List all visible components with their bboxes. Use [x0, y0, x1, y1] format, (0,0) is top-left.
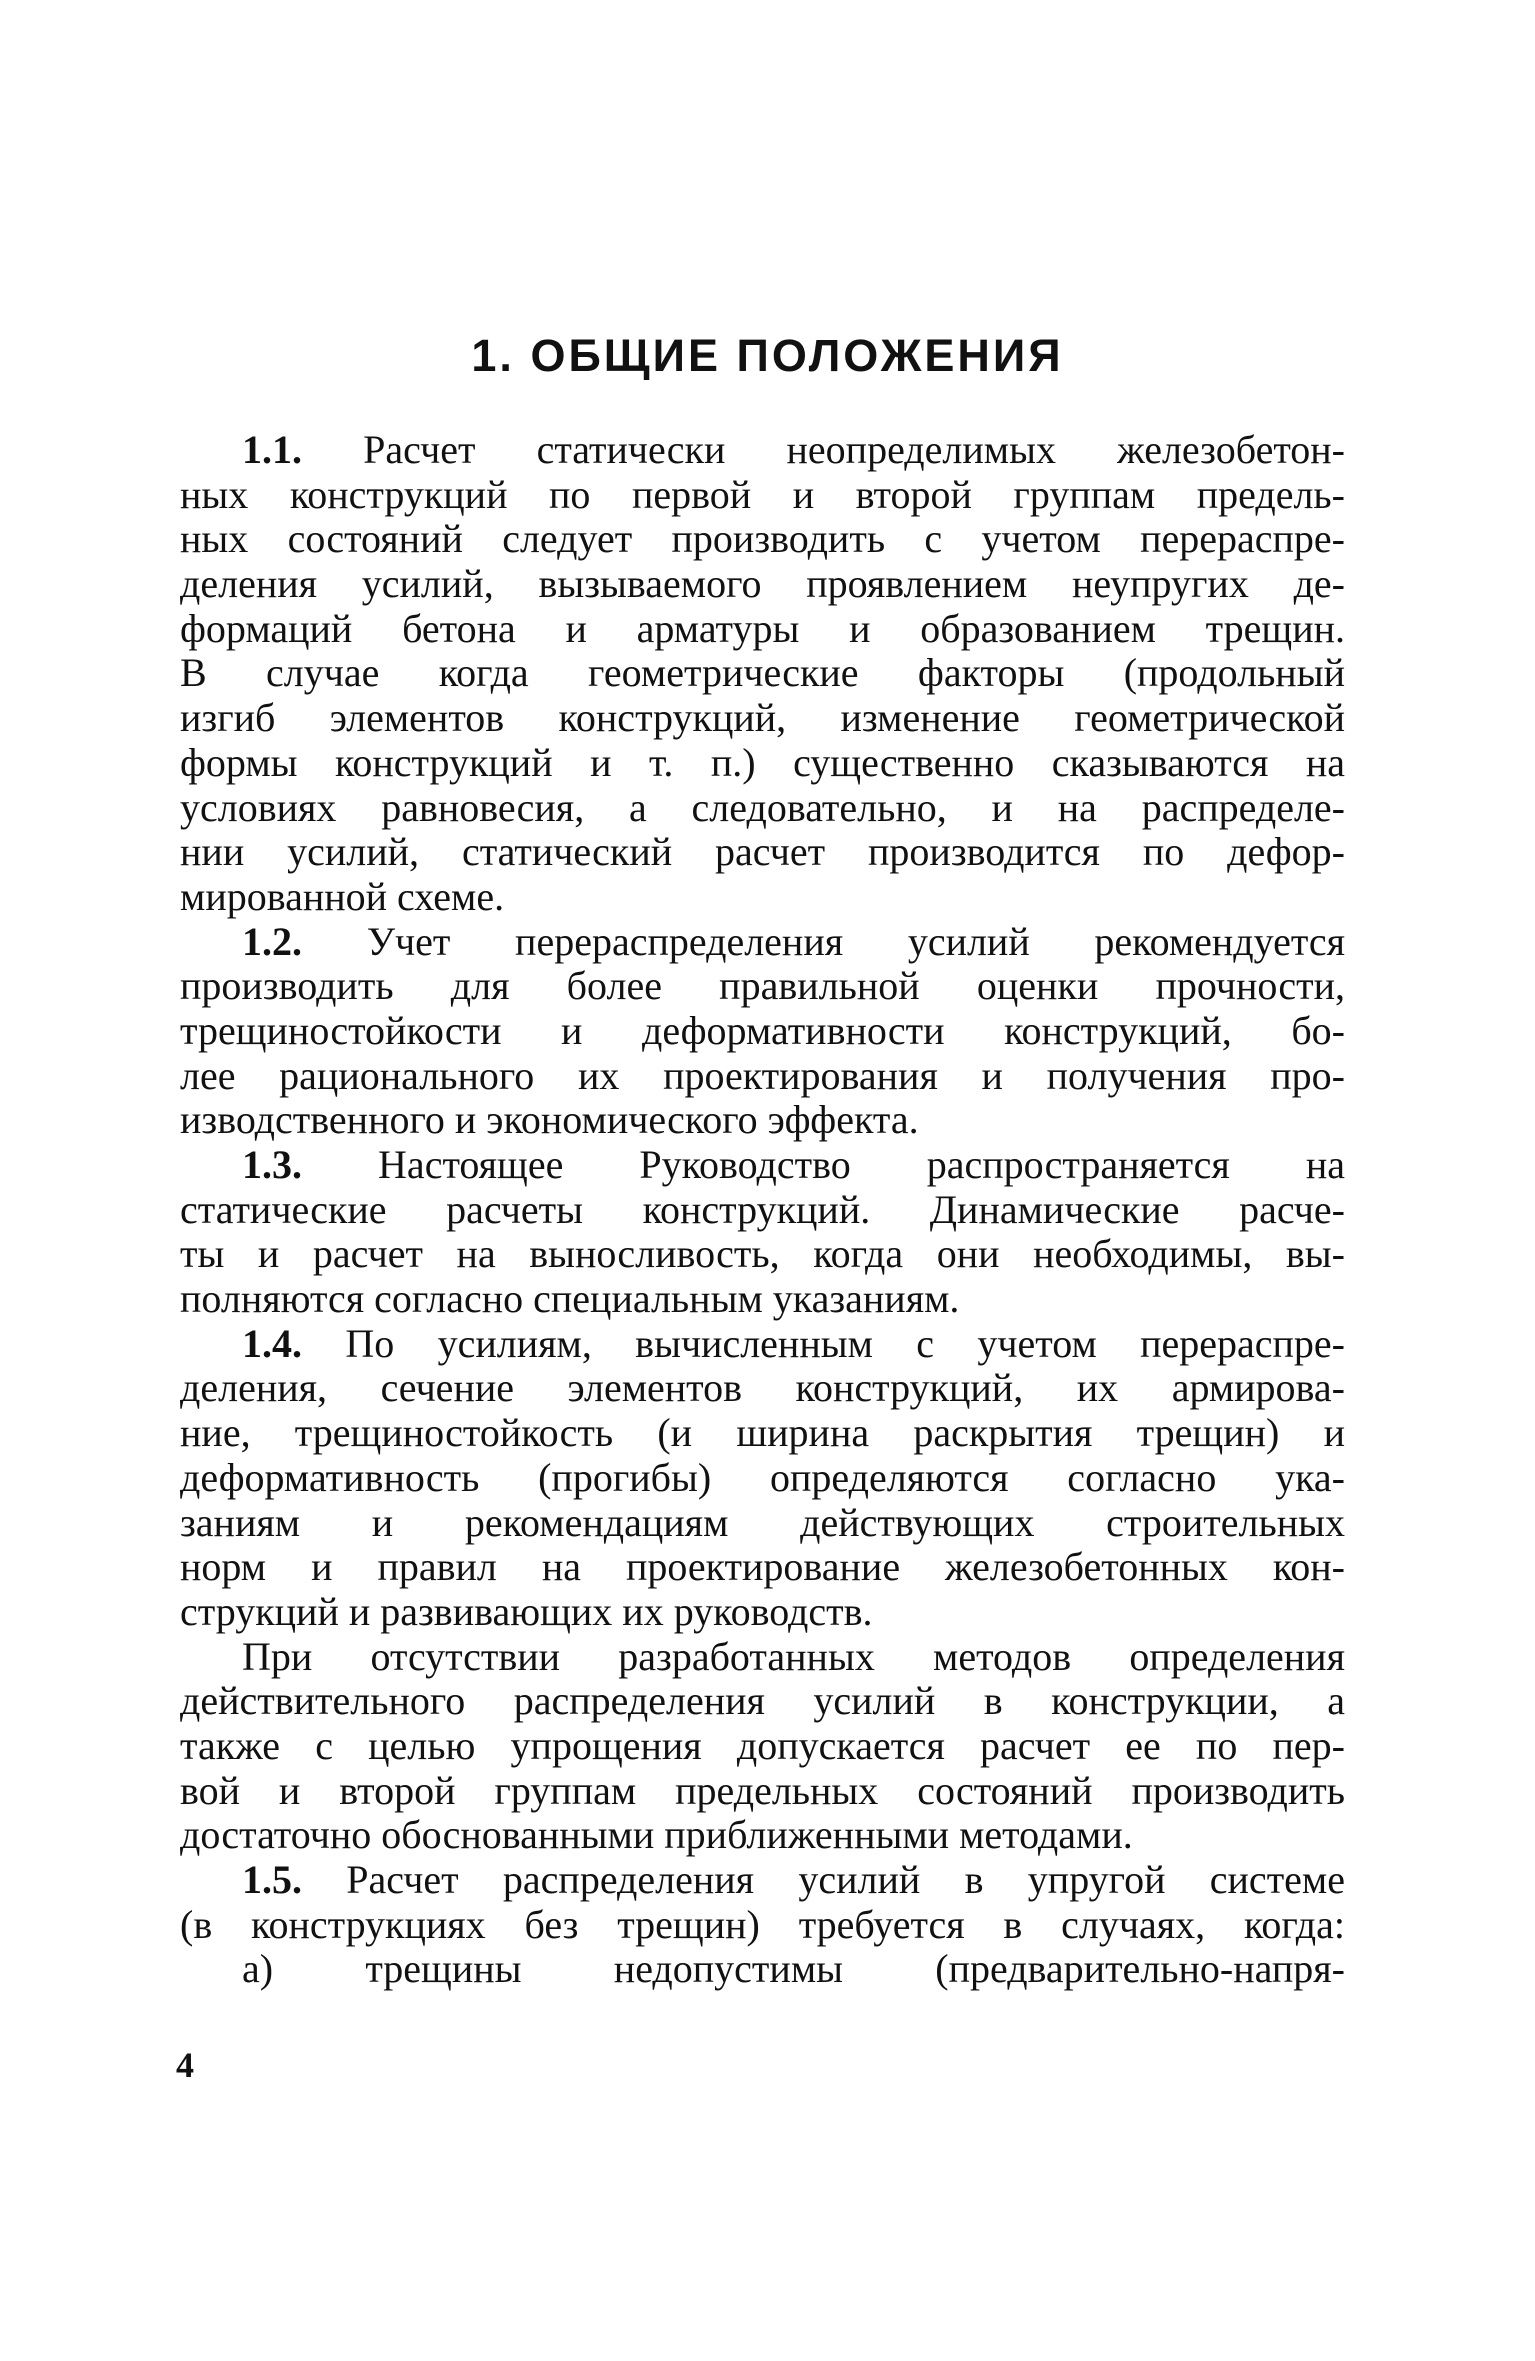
- text-line: заниям и рекомендациям действующих строительных: [180, 1500, 1345, 1545]
- paragraph-1-5: [180, 1858, 1345, 1992]
- text-line: изводственного и экономического эффекта.: [180, 1098, 919, 1143]
- text-line: изгиб элементов конструкций, изменение геометрической: [180, 696, 1345, 741]
- text-line: ных конструкций по первой и второй группам предель-: [180, 472, 1345, 517]
- paragraph-number: 1.1.: [242, 428, 302, 472]
- text-line: В случае когда геометрические факторы (продольный: [180, 651, 1345, 696]
- text-line: ных состояний следует производить с учетом перераспре-: [180, 517, 1345, 562]
- text-line: мированной схеме.: [180, 874, 505, 919]
- line-text: Настоящее Руководство распространяется на: [378, 1143, 1345, 1187]
- paragraph-number: 1.4.: [242, 1321, 302, 1366]
- text-line: При отсутствии разработанных методов определения: [242, 1634, 1345, 1679]
- text-line: формаций бетона и арматуры и образованием трещин.: [180, 606, 1345, 651]
- text-line: лее рационального их проектирования и получения про-: [180, 1053, 1345, 1098]
- text-line: действительного распределения усилий в конструкции, а: [180, 1679, 1345, 1724]
- text-line: норм и правил на проектирование железобетонных кон-: [180, 1545, 1345, 1590]
- paragraph-number: 1.2.: [242, 919, 302, 964]
- text-line: производить для более правильной оценки прочности,: [180, 964, 1345, 1009]
- paragraph-1-4-continued: [180, 1635, 1345, 1858]
- text-line: [180, 1858, 1345, 1903]
- text-line: [180, 1322, 1345, 1367]
- text-line: деления усилий, вызываемого проявлением неупругих де-: [180, 562, 1345, 607]
- text-line: струкций и развивающих их руководств.: [180, 1589, 873, 1634]
- paragraph-1-4: [180, 1322, 1345, 1635]
- text-line: условиях равновесия, а следовательно, и на распределе-: [180, 785, 1345, 830]
- page-number: 4: [176, 2045, 194, 2085]
- text-line: (в конструкциях без трещин) требуется в случаях, когда:: [180, 1902, 1345, 1947]
- text-line: ты и расчет на выносливость, когда они необходимы, вы-: [180, 1232, 1345, 1277]
- text-line: трещиностойкости и деформативности конструкций, бо-: [180, 1008, 1345, 1053]
- line-text: По усилиям, вычисленным с учетом перераспре-: [345, 1321, 1345, 1366]
- text-line: [180, 428, 1345, 473]
- text-line: достаточно обоснованными приближенными методами.: [180, 1813, 1133, 1858]
- paragraph-1-3: [180, 1143, 1345, 1322]
- line-text: Учет перераспределения усилий рекомендуется: [366, 919, 1345, 964]
- text-line: полняются согласно специальным указаниям.: [180, 1277, 960, 1322]
- text-line: деформативность (прогибы) определяются согласно ука-: [180, 1455, 1345, 1500]
- text-line: нии усилий, статический расчет производится по дефор-: [180, 830, 1345, 875]
- paragraph-1-2: [180, 920, 1345, 1143]
- text-line: формы конструкций и т. п.) существенно сказываются на: [180, 740, 1345, 785]
- text-line: [180, 1143, 1345, 1188]
- paragraph-number: 1.5.: [242, 1858, 302, 1902]
- text-line: статические расчеты конструкций. Динамические расче-: [180, 1187, 1345, 1232]
- line-text: Расчет распределения усилий в упругой системе: [346, 1858, 1345, 1902]
- text-line: а) трещины недопустимы (предварительно-напря-: [242, 1947, 1345, 1992]
- text-line: также с целью упрощения допускается расчет ее по пер-: [180, 1723, 1345, 1768]
- paragraph-number: 1.3.: [242, 1143, 302, 1187]
- text-line: [180, 920, 1345, 965]
- text-line: деления, сечение элементов конструкций, их армирова-: [180, 1366, 1345, 1411]
- text-line: ние, трещиностойкость (и ширина раскрытия трещин) и: [180, 1411, 1345, 1456]
- body-text: [180, 428, 1345, 1992]
- line-text: Расчет статически неопределимых железобетон-: [363, 428, 1345, 472]
- section-title: 1. ОБЩИЕ ПОЛОЖЕНИЯ: [471, 330, 1064, 381]
- text-line: вой и второй группам предельных состояний производить: [180, 1768, 1345, 1813]
- paragraph-1-1: [180, 428, 1345, 920]
